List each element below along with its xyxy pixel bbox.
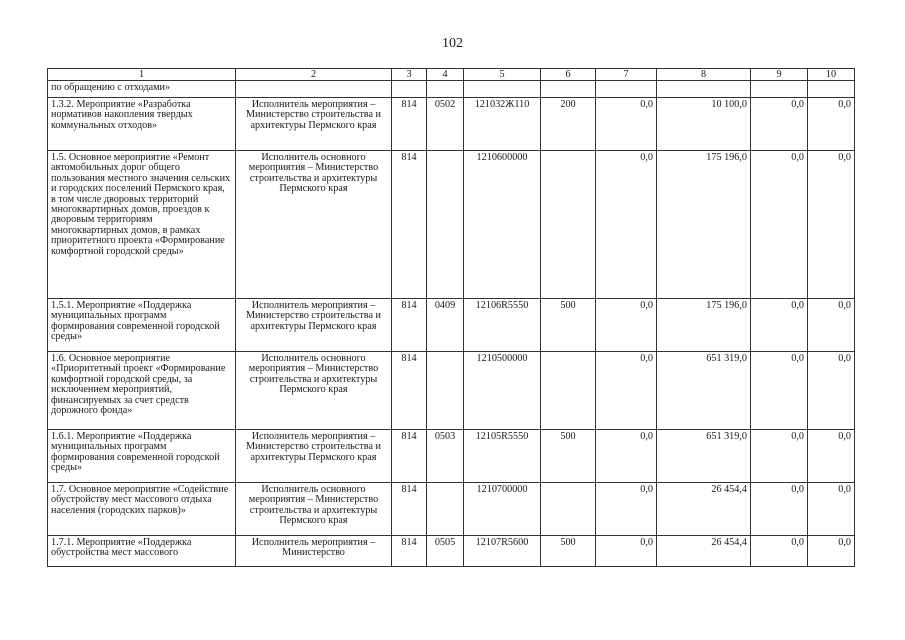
target-article-code: 1210500000 [464, 352, 541, 430]
value-col8: 651 319,0 [657, 352, 751, 430]
table-row [48, 299, 855, 352]
value-col7 [596, 81, 657, 98]
value-col10: 0,0 [808, 352, 855, 430]
activity-name: 1.5.1. Мероприятие «Поддержка муниципальных программ формирования современной городской среды» [48, 299, 236, 352]
executor: Исполнитель основного мероприятия – Министерство строительства и архитектуры Пермского края [236, 483, 392, 536]
value-col7: 0,0 [596, 536, 657, 567]
value-col9: 0,0 [751, 483, 808, 536]
expense-type-code: 500 [541, 430, 596, 483]
value-col7: 0,0 [596, 352, 657, 430]
expense-type-code [541, 483, 596, 536]
expense-type-code: 500 [541, 536, 596, 567]
value-col10: 0,0 [808, 151, 855, 299]
value-col8: 175 196,0 [657, 151, 751, 299]
value-col10: 0,0 [808, 430, 855, 483]
table-row [48, 483, 855, 536]
executor [236, 81, 392, 98]
expense-type-code [541, 81, 596, 98]
value-col7: 0,0 [596, 151, 657, 299]
value-col8: 651 319,0 [657, 430, 751, 483]
grbs-code [392, 81, 427, 98]
target-article-code: 12106R5550 [464, 299, 541, 352]
page-number: 102 [442, 36, 463, 51]
grbs-code: 814 [392, 299, 427, 352]
target-article-code: 1210700000 [464, 483, 541, 536]
value-col8: 26 454,4 [657, 483, 751, 536]
column-header: 7 [596, 69, 657, 81]
column-header: 3 [392, 69, 427, 81]
value-col10: 0,0 [808, 98, 855, 151]
target-article-code: 12107R5600 [464, 536, 541, 567]
grbs-code: 814 [392, 151, 427, 299]
activity-name: по обращению с отходами» [48, 81, 236, 98]
value-col7: 0,0 [596, 483, 657, 536]
value-col8: 26 454,4 [657, 536, 751, 567]
value-col9: 0,0 [751, 430, 808, 483]
expense-type-code [541, 352, 596, 430]
section-code: 0502 [427, 98, 464, 151]
value-col10: 0,0 [808, 483, 855, 536]
value-col9: 0,0 [751, 352, 808, 430]
column-header: 5 [464, 69, 541, 81]
activity-name: 1.6. Основное мероприятие «Приоритетный проект «Формирование комфортной городской среды, за исключением мероприятий, финансируемых за счет средств дорожного фонда» [48, 352, 236, 430]
activity-name: 1.6.1. Мероприятие «Поддержка муниципальных программ формирования современной городской среды» [48, 430, 236, 483]
section-code: 0505 [427, 536, 464, 567]
section-code [427, 483, 464, 536]
table-row [48, 430, 855, 483]
table-row [48, 151, 855, 299]
column-header: 6 [541, 69, 596, 81]
column-header: 1 [48, 69, 236, 81]
column-header: 10 [808, 69, 855, 81]
column-header: 2 [236, 69, 392, 81]
section-code [427, 81, 464, 98]
activity-name: 1.7. Основное мероприятие «Содействие обустройству мест массового отдыха населения (городских парков)» [48, 483, 236, 536]
section-code: 0503 [427, 430, 464, 483]
executor: Исполнитель мероприятия – Министерство строительства и архитектуры Пермского края [236, 430, 392, 483]
target-article-code: 12105R5550 [464, 430, 541, 483]
expense-type-code: 500 [541, 299, 596, 352]
grbs-code: 814 [392, 536, 427, 567]
grbs-code: 814 [392, 483, 427, 536]
activity-name: 1.7.1. Мероприятие «Поддержка обустройства мест массового [48, 536, 236, 567]
executor: Исполнитель мероприятия – Министерство строительства и архитектуры Пермского края [236, 299, 392, 352]
executor: Исполнитель мероприятия – Министерство строительства и архитектуры Пермского края [236, 98, 392, 151]
value-col7: 0,0 [596, 299, 657, 352]
table-row [48, 81, 855, 98]
executor: Исполнитель основного мероприятия – Министерство строительства и архитектуры Пермского края [236, 151, 392, 299]
value-col10: 0,0 [808, 299, 855, 352]
table-row [48, 352, 855, 430]
budget-table [47, 68, 855, 567]
section-code [427, 352, 464, 430]
activity-name: 1.5. Основное мероприятие «Ремонт автомобильных дорог общего пользования местного значения сельских и городских поселений Пермского края, в том числе дворовых территорий многоквартирных домов, проездов к дворовым территориям многоквартирных домов, в рамках приоритетного проекта «Формирование комфортной городской среды» [48, 151, 236, 299]
target-article-code: 1210600000 [464, 151, 541, 299]
column-header: 8 [657, 69, 751, 81]
grbs-code: 814 [392, 352, 427, 430]
value-col10: 0,0 [808, 536, 855, 567]
expense-type-code [541, 151, 596, 299]
column-header: 4 [427, 69, 464, 81]
grbs-code: 814 [392, 98, 427, 151]
value-col8 [657, 81, 751, 98]
target-article-code: 121032Ж110 [464, 98, 541, 151]
column-header: 9 [751, 69, 808, 81]
value-col10 [808, 81, 855, 98]
value-col8: 175 196,0 [657, 299, 751, 352]
value-col9: 0,0 [751, 536, 808, 567]
value-col7: 0,0 [596, 98, 657, 151]
expense-type-code: 200 [541, 98, 596, 151]
executor: Исполнитель мероприятия – Министерство [236, 536, 392, 567]
value-col9: 0,0 [751, 151, 808, 299]
column-number-row [48, 69, 855, 81]
executor: Исполнитель основного мероприятия – Министерство строительства и архитектуры Пермского края [236, 352, 392, 430]
table-row [48, 98, 855, 151]
value-col8: 10 100,0 [657, 98, 751, 151]
value-col9 [751, 81, 808, 98]
value-col9: 0,0 [751, 98, 808, 151]
section-code: 0409 [427, 299, 464, 352]
value-col7: 0,0 [596, 430, 657, 483]
activity-name: 1.3.2. Мероприятие «Разработка нормативов накопления твердых коммунальных отходов» [48, 98, 236, 151]
grbs-code: 814 [392, 430, 427, 483]
target-article-code [464, 81, 541, 98]
table-row [48, 536, 855, 567]
value-col9: 0,0 [751, 299, 808, 352]
section-code [427, 151, 464, 299]
